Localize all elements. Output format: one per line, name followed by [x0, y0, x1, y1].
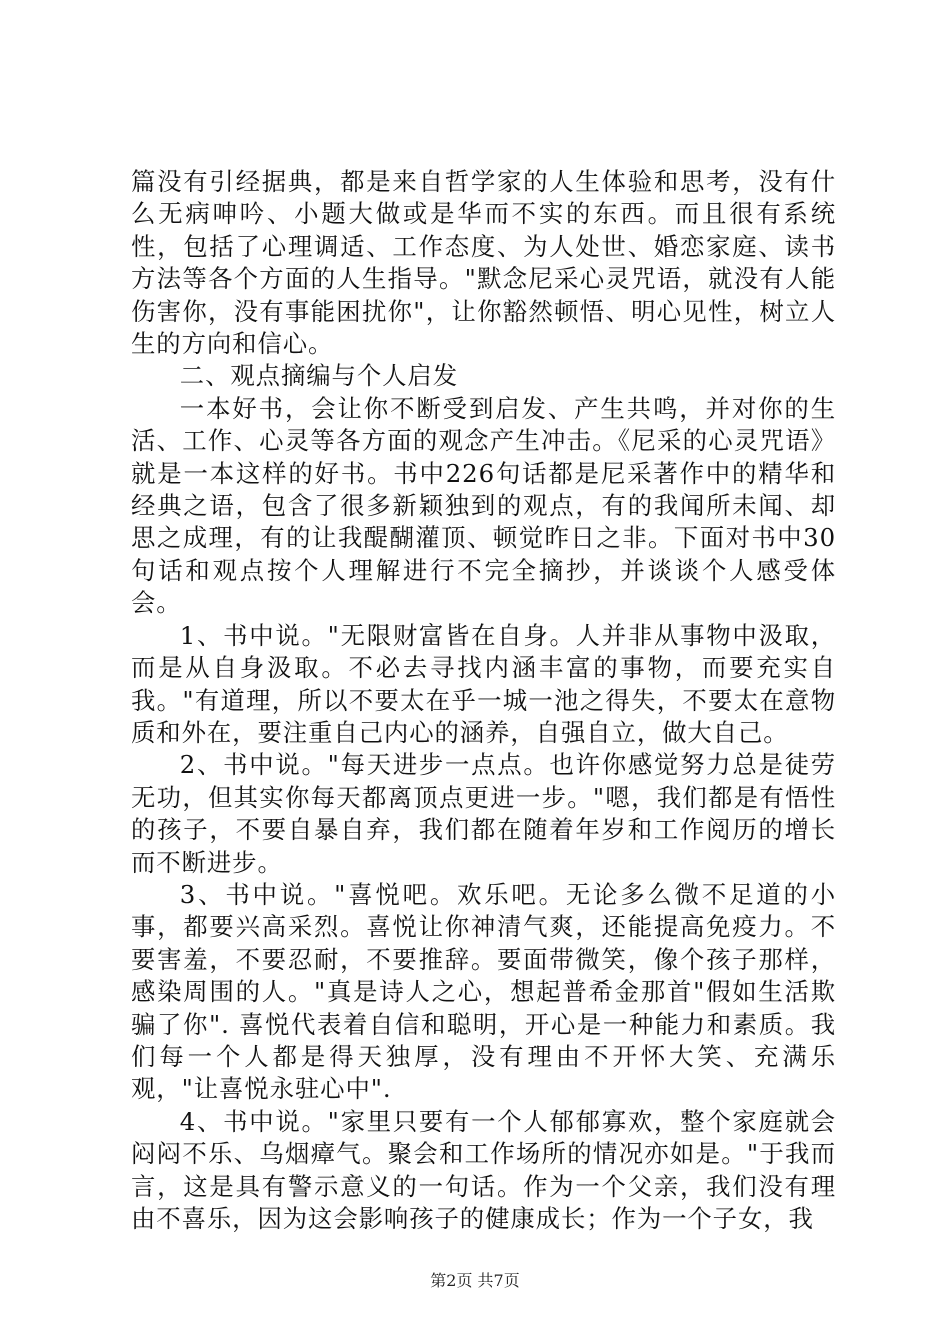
- paragraph-intro: 一本好书，会让你不断受到启发、产生共鸣，并对你的生活、工作、心灵等各方面的观念产生冲击。《尼采的心灵咒语》就是一本这样的好书。书中226句话都是尼采著作中的精华和经典之语，包含了很多新颖独到的观点，有的我闻所未闻、却思之成理，有的让我醍醐灌顶、顿觉昨日之非。下面对书中30句话和观点按个人理解进行不完全摘抄，并谈谈个人感受体会。: [131, 393, 836, 618]
- paragraph-item-3: 3、书中说。"喜悦吧。欢乐吧。无论多么微不足道的小事，都要兴高采烈。喜悦让你神清气爽，还能提高免疫力。不要害羞，不要忍耐，不要推辞。要面带微笑，像个孩子那样，感染周围的人。"真是诗人之心，想起普希金那首"假如生活欺骗了你". 喜悦代表着自信和聪明，开心是一种能力和素质。我们每一个人都是得天独厚，没有理由不开怀大笑、充满乐观，"让喜悦永驻心中".: [131, 879, 836, 1104]
- paragraph-item-4: 4、书中说。"家里只要有一个人郁郁寡欢，整个家庭就会闷闷不乐、乌烟瘴气。聚会和工作场所的情况亦如是。"于我而言，这是具有警示意义的一句话。作为一个父亲，我们没有理由不喜乐，因为这会影响孩子的健康成长；作为一个子女，我: [131, 1106, 836, 1233]
- paragraph-item-1: 1、书中说。"无限财富皆在自身。人并非从事物中汲取，而是从自身汲取。不必去寻找内涵丰富的事物，而要充实自我。"有道理，所以不要太在乎一城一池之得失，不要太在意物质和外在，要注重自己内心的涵养，自强自立，做大自己。: [131, 620, 836, 747]
- page-number-footer: 第2页 共7页: [430, 1271, 520, 1290]
- paragraph-item-2: 2、书中说。"每天进步一点点。也许你感觉努力总是徒劳无功，但其实你每天都离顶点更进一步。"嗯，我们都是有悟性的孩子，不要自暴自弃，我们都在随着年岁和工作阅历的增长而不断进步。: [131, 750, 836, 877]
- paragraph-continuation: 篇没有引经据典，都是来自哲学家的人生体验和思考，没有什么无病呻吟、小题大做或是华而不实的东西。而且很有系统性，包括了心理调适、工作态度、为人处世、婚恋家庭、读书方法等各个方面的人生指导。"默念尼采心灵咒语，就没有人能伤害你，没有事能困扰你"，让你豁然顿悟、明心见性，树立人生的方向和信心。: [131, 167, 836, 359]
- section-heading: 二、观点摘编与个人启发: [179, 361, 458, 391]
- document-body: [131, 166, 836, 1235]
